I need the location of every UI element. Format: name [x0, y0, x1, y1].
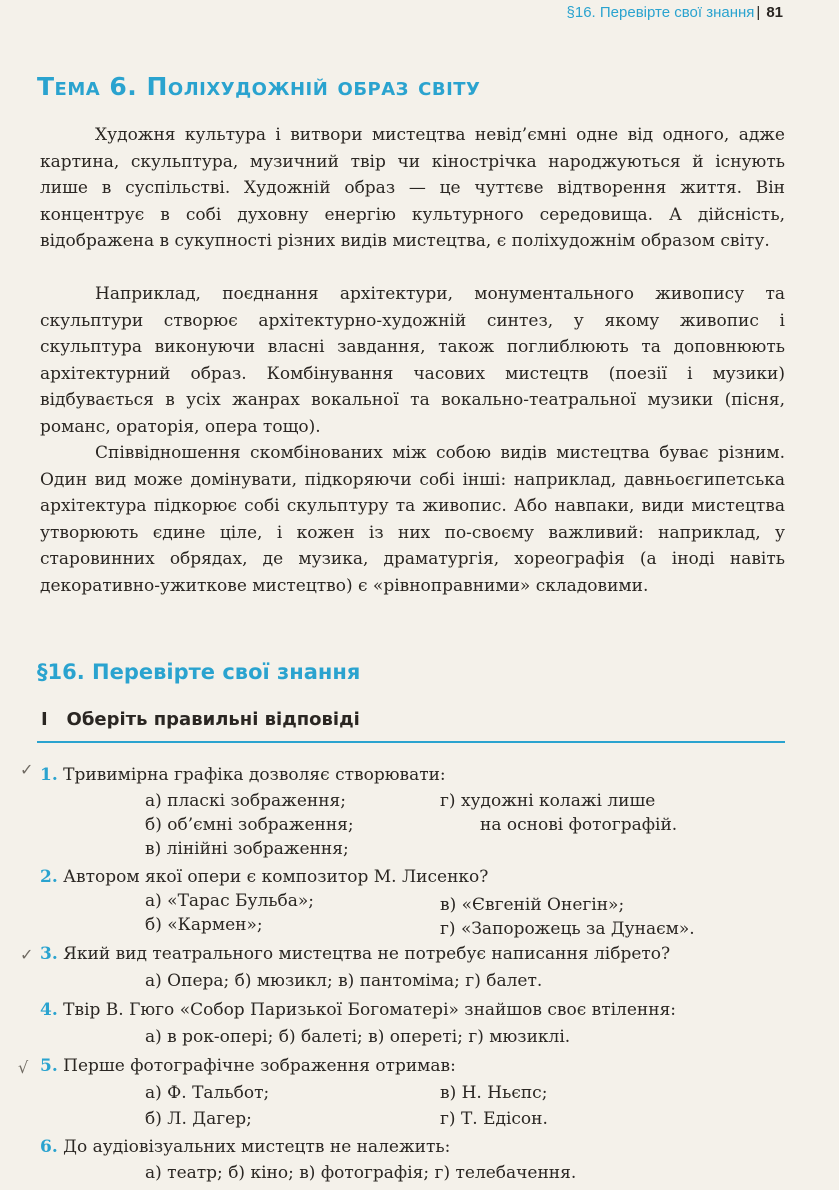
question-text: Автором якої опери є композитор М. Лисенко?: [63, 867, 489, 887]
part-number: I: [41, 709, 48, 730]
option: б) об’ємні зображення;: [145, 815, 354, 835]
question-1: [40, 765, 446, 785]
paragraph-3: Співвідношення скомбінованих між собою видів мистецтва буває різним. Один вид може домінувати, підкоряючи собі інші: наприклад, давньоєгипетська архітектура підкорює собі скульптуру та живопис. Або навпаки, види мистецтва утворюють єдине ціле, і кожен із них по-своєму важливий: наприклад, у старовинних обрядах, де музика, драматургія, хореографія (а іноді навіть декоративно-ужиткове мистецтво) є «рівноправними» складовими.: [40, 443, 785, 596]
question-number: 6.: [40, 1137, 58, 1157]
paragraph-2: Наприклад, поєднання архітектури, монументального живопису та скульптури створює архітектурно-художній синтез, у якому живопис і скульптура виконуючи власні завдання, також поглиблюють та доповнюють архітектурний образ. Комбінування часових мистецтв (поезії і музики) відбувається в усіх жанрах вокальної та вокально-театральної музики (пісня, романс, ораторія, опера тощо).: [40, 284, 785, 437]
question-text: Перше фотографічне зображення отримав:: [63, 1056, 456, 1076]
section-title: §16. Перевірте свої знання: [37, 660, 361, 684]
question-number: 3.: [40, 944, 58, 964]
paragraph-1: Художня культура і витвори мистецтва невід’ємні одне від одного, адже картина, скульптура, музичний твір чи кінострічка народжуються й існують лише в суспільстві. Художній образ — це чуттєве відтворення життя. Він концентрує в собі духовну енергію культурного середовища. А дійсність, відображена в сукупності різних видів мистецтва, є поліхудожнім образом світу.: [40, 125, 785, 251]
options-line: а) Опера; б) мюзикл; в) пантоміма; г) балет.: [145, 971, 543, 991]
question-text: До аудіовізуальних мистецтв не належить:: [63, 1137, 451, 1157]
section-divider: [37, 741, 785, 743]
option: а) «Тарас Бульба»;: [145, 891, 315, 911]
running-title: §16. Перевірте свої знання: [566, 4, 755, 21]
check-mark-icon: √: [18, 1058, 29, 1077]
option: в) Н. Ньєпс;: [440, 1083, 548, 1103]
header-divider: |: [756, 4, 761, 21]
part-title: Оберіть правильні відповіді: [66, 709, 360, 730]
option: а) Ф. Тальбот;: [145, 1083, 270, 1103]
check-mark-icon: ✓: [20, 945, 34, 964]
options-line: а) театр; б) кіно; в) фотографія; г) телебачення.: [145, 1163, 577, 1183]
option: в) лінійні зображення;: [145, 839, 349, 859]
page-number: 81: [766, 4, 783, 21]
question-5: [40, 1056, 456, 1076]
question-text: Тривимірна графіка дозволяє створювати:: [63, 765, 446, 785]
option: б) Л. Дагер;: [145, 1109, 252, 1129]
question-number: 4.: [40, 1000, 58, 1020]
question-4: [40, 1000, 676, 1020]
running-header: [567, 4, 783, 21]
topic-title: Тема 6. Поліхудожній образ світу: [37, 72, 481, 101]
question-6: [40, 1137, 450, 1157]
option: г) Т. Едісон.: [440, 1109, 548, 1129]
question-text: Який вид театрального мистецтва не потребує написання лібрето?: [63, 944, 671, 964]
options-line: а) в рок-опері; б) балеті; в) опереті; г) мюзиклі.: [145, 1027, 571, 1047]
question-3: [40, 944, 670, 964]
option: г) «Запорожець за Дунаєм».: [440, 919, 695, 939]
part-heading: [41, 709, 360, 730]
option: б) «Кармен»;: [145, 915, 263, 935]
question-number: 2.: [40, 867, 58, 887]
check-mark-icon: ✓: [20, 760, 34, 779]
option: г) художні колажі лише: [440, 791, 656, 811]
question-text: Твір В. Гюго «Собор Паризької Богоматері» знайшов своє втілення:: [63, 1000, 677, 1020]
option: в) «Євгеній Онегін»;: [440, 895, 625, 915]
question-2: [40, 867, 488, 887]
question-number: 5.: [40, 1056, 58, 1076]
option: а) пласкі зображення;: [145, 791, 346, 811]
question-number: 1.: [40, 765, 58, 785]
option-continued: на основі фотографій.: [480, 815, 678, 835]
